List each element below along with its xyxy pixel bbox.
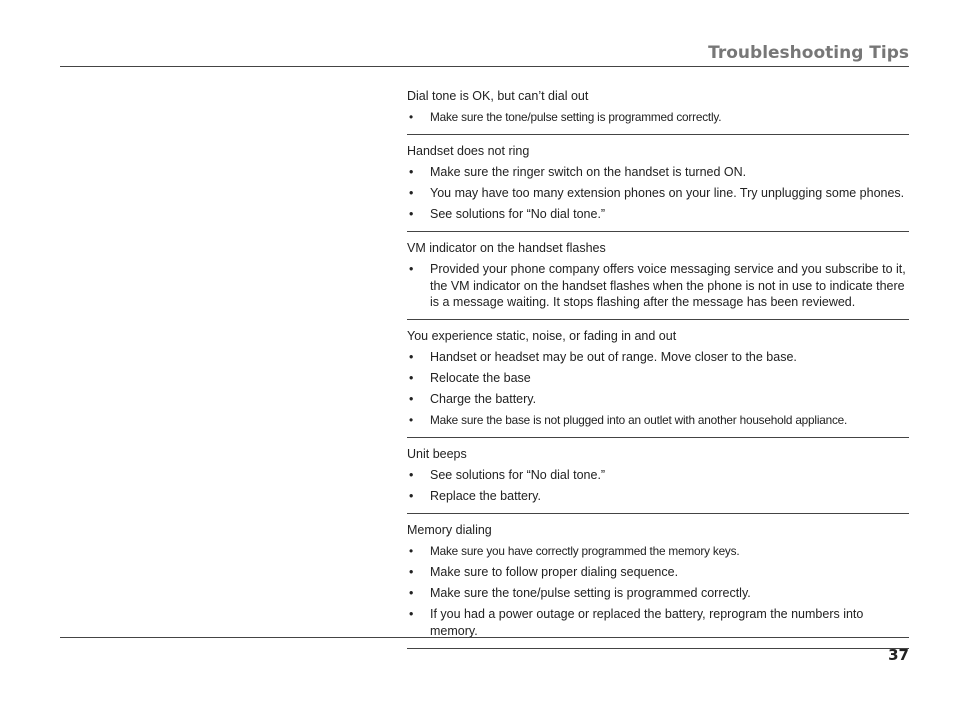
tip-item: • Provided your phone company offers voice messaging service and you subscribe to it, the VM indicator on the handset flashes when the phone is not in use to indicate there is a message waiting. It stops flashing after the message has been reviewed. xyxy=(407,261,909,311)
tip-item: • Charge the battery. xyxy=(407,391,909,408)
tip-item: • Make sure to follow proper dialing sequence. xyxy=(407,564,909,581)
section-dial-out xyxy=(407,88,909,135)
section-title: You experience static, noise, or fading in and out xyxy=(407,329,677,343)
section-memory-dialing xyxy=(407,522,909,649)
tip-item: • Make sure the base is not plugged into an outlet with another household appliance. xyxy=(407,412,909,429)
tip-list xyxy=(407,467,909,505)
tip-item: • You may have too many extension phones on your line. Try unplugging some phones. xyxy=(407,185,909,202)
tip-item: • Handset or headset may be out of range. Move closer to the base. xyxy=(407,349,909,366)
page-number: 37 xyxy=(888,646,909,664)
tip-list xyxy=(407,543,909,639)
tip-item: • Make sure you have correctly programmed the memory keys. xyxy=(407,543,909,560)
tip-item: • Make sure the tone/pulse setting is programmed correctly. xyxy=(407,585,909,602)
tip-item: • Make sure the tone/pulse setting is programmed correctly. xyxy=(407,109,909,126)
tip-item: • See solutions for “No dial tone.” xyxy=(407,467,909,484)
tip-item: • Make sure the ringer switch on the handset is turned ON. xyxy=(407,164,909,181)
section-unit-beeps xyxy=(407,446,909,514)
section-title: Handset does not ring xyxy=(407,144,530,158)
section-static-noise xyxy=(407,328,909,438)
section-title: Dial tone is OK, but can’t dial out xyxy=(407,89,589,103)
footer-divider xyxy=(60,637,909,638)
tip-list xyxy=(407,261,909,311)
tip-list xyxy=(407,164,909,223)
section-title: Unit beeps xyxy=(407,447,467,461)
section-title: Memory dialing xyxy=(407,523,492,537)
tip-list xyxy=(407,349,909,429)
section-no-ring xyxy=(407,143,909,232)
tip-item: • See solutions for “No dial tone.” xyxy=(407,206,909,223)
tip-list xyxy=(407,109,909,126)
tip-item: • Relocate the base xyxy=(407,370,909,387)
tip-item: • Replace the battery. xyxy=(407,488,909,505)
page-header-title: Troubleshooting Tips xyxy=(708,43,909,63)
section-title: VM indicator on the handset flashes xyxy=(407,241,606,255)
header-divider xyxy=(60,66,909,67)
troubleshooting-content xyxy=(407,88,909,649)
tip-item: • If you had a power outage or replaced the battery, reprogram the numbers into memory. xyxy=(407,606,909,639)
section-vm-indicator xyxy=(407,240,909,320)
